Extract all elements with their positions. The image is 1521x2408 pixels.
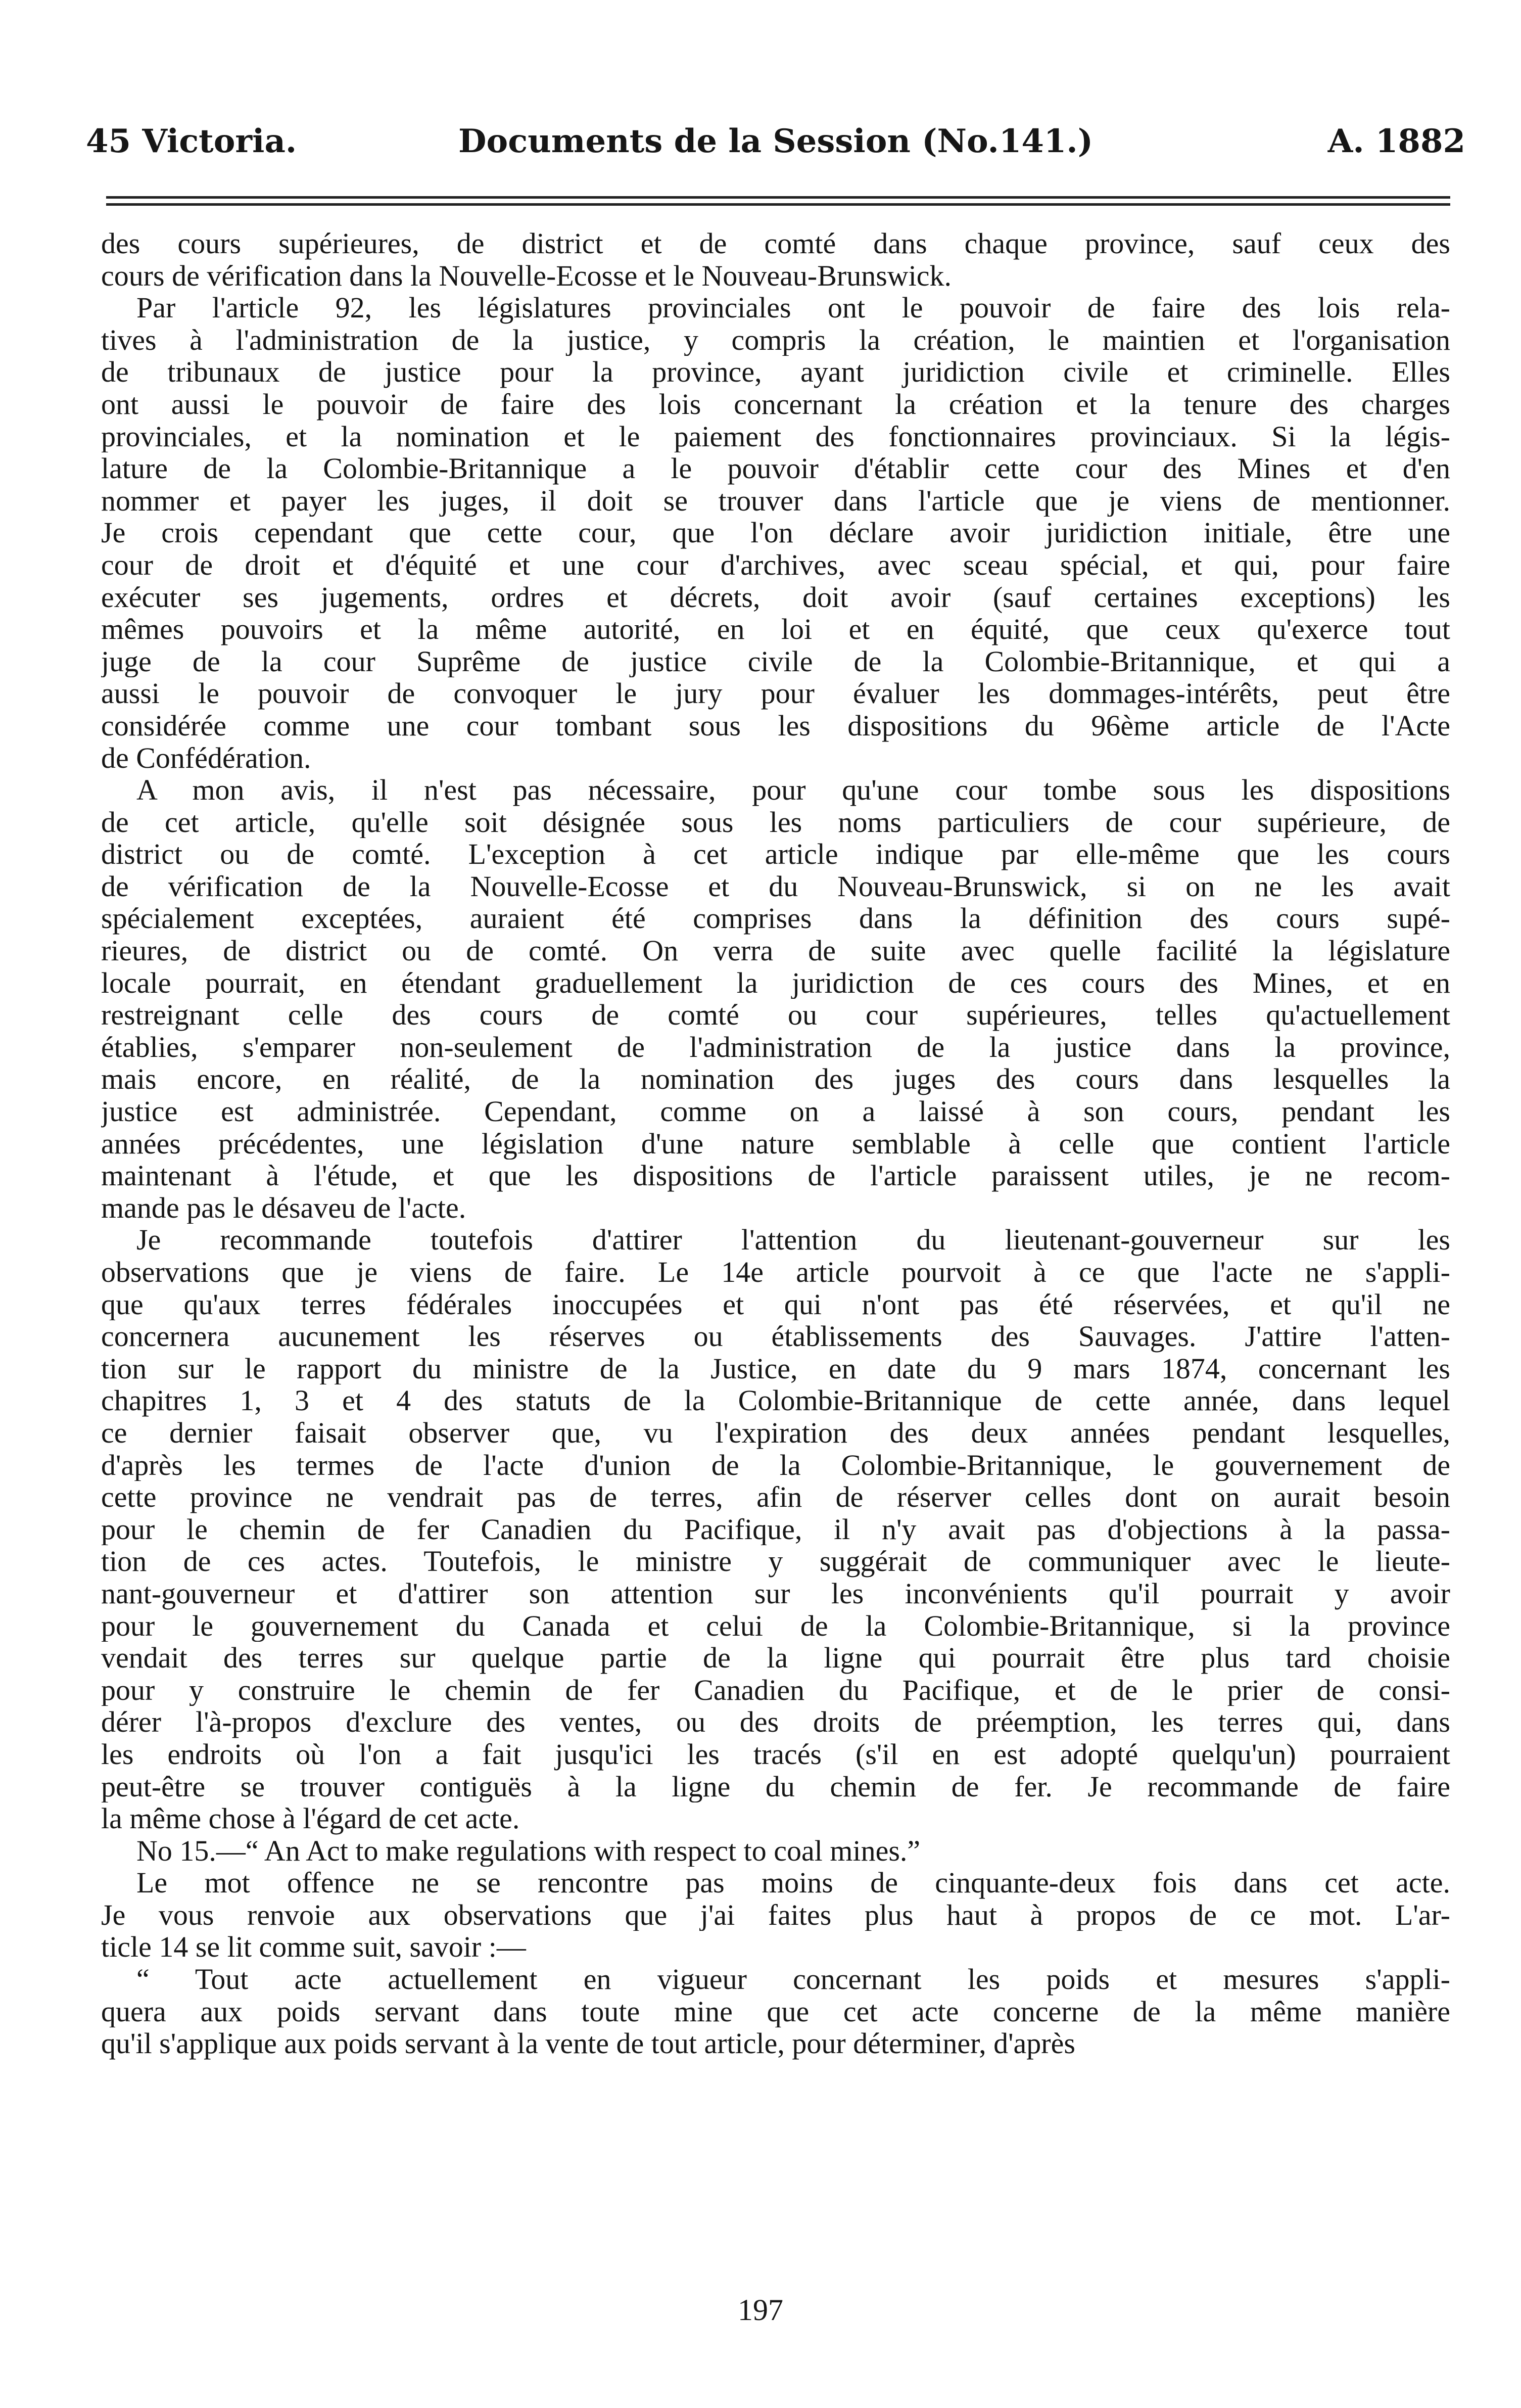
text-line: quera aux poids servant dans toute mine que cet acte concerne de la même manière xyxy=(101,1995,1450,2028)
text-line: justice est administrée. Cependant, comme on a laissé à son cours, pendant les xyxy=(101,1095,1450,1128)
text-line: que qu'aux terres fédérales inoccupées et qui n'ont pas été réservées, et qu'il ne xyxy=(101,1288,1450,1321)
text-line: observations que je viens de faire. Le 14e article pourvoit à ce que l'acte ne s'appli- xyxy=(101,1256,1450,1288)
text-line: A mon avis, il n'est pas nécessaire, pour qu'une cour tombe sous les dispositions xyxy=(136,774,1450,806)
text-line: maintenant à l'étude, et que les dispositions de l'article paraissent utiles, je ne recom- xyxy=(101,1160,1450,1192)
header-volume: 45 Victoria. xyxy=(86,122,297,160)
text-line: pour le chemin de fer Canadien du Pacifique, il n'y avait pas d'objections à la passa- xyxy=(101,1513,1450,1546)
text-line: restreignant celle des cours de comté ou cour supérieures, telles qu'actuellement xyxy=(101,999,1450,1031)
text-line: de cet article, qu'elle soit désignée sous les noms particuliers de cour supérieure, de xyxy=(101,806,1450,839)
header-rule-bottom xyxy=(106,203,1450,206)
text-line: Je crois cependant que cette cour, que l'on déclare avoir juridiction initiale, être une xyxy=(101,517,1450,549)
text-line: No 15.—“ An Act to make regulations with respect to coal mines.” xyxy=(136,1834,921,1867)
text-line: ont aussi le pouvoir de faire des lois concernant la création et la tenure des charges xyxy=(101,388,1450,421)
text-line: tion de ces actes. Toutefois, le ministre y suggérait de communiquer avec le lieute- xyxy=(101,1545,1450,1578)
body-text xyxy=(101,227,1450,2060)
text-line: nant-gouverneur et d'attirer son attention sur les inconvénients qu'il pourrait y avoir xyxy=(101,1577,1450,1610)
text-line: cours de vérification dans la Nouvelle-Ecosse et le Nouveau-Brunswick. xyxy=(101,259,952,292)
text-line: tion sur le rapport du ministre de la Justice, en date du 9 mars 1874, concernant les xyxy=(101,1352,1450,1385)
text-line: rieures, de district ou de comté. On verra de suite avec quelle facilité la législature xyxy=(101,935,1450,967)
text-line: cette province ne vendrait pas de terres, afin de réserver celles dont on aurait besoin xyxy=(101,1481,1450,1513)
text-line: ce dernier faisait observer que, vu l'expiration des deux années pendant lesquelles, xyxy=(101,1416,1450,1449)
text-line: années précédentes, une législation d'une nature semblable à celle que contient l'article xyxy=(101,1127,1450,1160)
text-line: pour y construire le chemin de fer Canadien du Pacifique, et de le prier de consi- xyxy=(101,1674,1450,1706)
text-line: district ou de comté. L'exception à cet article indique par elle-même que les cours xyxy=(101,838,1450,870)
text-line: de Confédération. xyxy=(101,742,311,774)
text-line: locale pourrait, en étendant graduellement la juridiction de ces cours des Mines, et en xyxy=(101,966,1450,999)
text-line: mêmes pouvoirs et la même autorité, en loi et en équité, que ceux qu'exerce tout xyxy=(101,613,1450,645)
text-line: concernera aucunement les réserves ou établissements des Sauvages. J'attire l'atten- xyxy=(101,1320,1450,1353)
text-line: considérée comme une cour tombant sous les dispositions du 96ème article de l'Acte xyxy=(101,709,1450,742)
text-line: peut-être se trouver contiguës à la ligne du chemin de fer. Je recommande de faire xyxy=(101,1770,1450,1803)
text-line: dérer l'à-propos d'exclure des ventes, ou des droits de préemption, les terres qui, dans xyxy=(101,1706,1450,1738)
text-line: pour le gouvernement du Canada et celui de la Colombie-Britannique, si la province xyxy=(101,1609,1450,1642)
text-line: Je recommande toutefois d'attirer l'attention du lieutenant-gouverneur sur les xyxy=(136,1224,1450,1256)
text-line: établies, s'emparer non-seulement de l'administration de la justice dans la province, xyxy=(101,1031,1450,1063)
text-line: ticle 14 se lit comme suit, savoir :— xyxy=(101,1931,526,1964)
text-line: tives à l'administration de la justice, y compris la création, le maintien et l'organisation xyxy=(101,323,1450,356)
text-line: qu'il s'applique aux poids servant à la vente de tout article, pour déterminer, d'après xyxy=(101,2027,1075,2060)
text-line: exécuter ses jugements, ordres et décrets, doit avoir (sauf certaines exceptions) les xyxy=(101,581,1450,614)
text-line: Je vous renvoie aux observations que j'ai faites plus haut à propos de ce mot. L'ar- xyxy=(101,1898,1450,1931)
text-line: la même chose à l'égard de cet acte. xyxy=(101,1802,520,1835)
text-line: chapitres 1, 3 et 4 des statuts de la Colombie-Britannique de cette année, dans lequel xyxy=(101,1384,1450,1417)
text-line: aussi le pouvoir de convoquer le jury pour évaluer les dommages-intérêts, peut être xyxy=(101,677,1450,710)
header-rule-top xyxy=(106,196,1450,199)
text-line: mande pas le désaveu de l'acte. xyxy=(101,1191,466,1224)
page-number: 197 xyxy=(738,2293,783,2327)
text-line: Par l'article 92, les législatures provinciales ont le pouvoir de faire des lois rela- xyxy=(136,292,1450,324)
text-line: “ Tout acte actuellement en vigueur concernant les poids et mesures s'appli- xyxy=(136,1963,1450,1996)
text-line: nommer et payer les juges, il doit se trouver dans l'article que je viens de mentionner. xyxy=(101,484,1450,517)
text-line: mais encore, en réalité, de la nomination des juges des cours dans lesquelles la xyxy=(101,1063,1450,1096)
page-header xyxy=(86,116,1465,167)
text-line: les endroits où l'on a fait jusqu'ici les tracés (s'il en est adopté quelqu'un) pourraient xyxy=(101,1738,1450,1771)
text-line: vendait des terres sur quelque partie de la ligne qui pourrait être plus tard choisie xyxy=(101,1642,1450,1674)
text-line: provinciales, et la nomination et le paiement des fonctionnaires provinciaux. Si la légis- xyxy=(101,420,1450,453)
header-year: A. 1882 xyxy=(1327,122,1465,160)
text-line: des cours supérieures, de district et de comté dans chaque province, sauf ceux des xyxy=(101,227,1450,260)
text-line: de vérification de la Nouvelle-Ecosse et du Nouveau-Brunswick, si on ne les avait xyxy=(101,870,1450,903)
text-line: de tribunaux de justice pour la province, ayant juridiction civile et criminelle. Elles xyxy=(101,356,1450,388)
text-line: Le mot offence ne se rencontre pas moins de cinquante-deux fois dans cet acte. xyxy=(136,1867,1450,1899)
page-footer xyxy=(0,2290,1521,2330)
text-line: lature de la Colombie-Britannique a le pouvoir d'établir cette cour des Mines et d'en xyxy=(101,452,1450,485)
text-line: spécialement exceptées, auraient été comprises dans la définition des cours supé- xyxy=(101,902,1450,935)
text-line: d'après les termes de l'acte d'union de la Colombie-Britannique, le gouvernement de xyxy=(101,1449,1450,1481)
header-title: Documents de la Session (No.141.) xyxy=(458,122,1093,160)
text-line: juge de la cour Suprême de justice civile de la Colombie-Britannique, et qui a xyxy=(101,645,1450,678)
text-line: cour de droit et d'équité et une cour d'archives, avec sceau spécial, et qui, pour faire xyxy=(101,548,1450,581)
